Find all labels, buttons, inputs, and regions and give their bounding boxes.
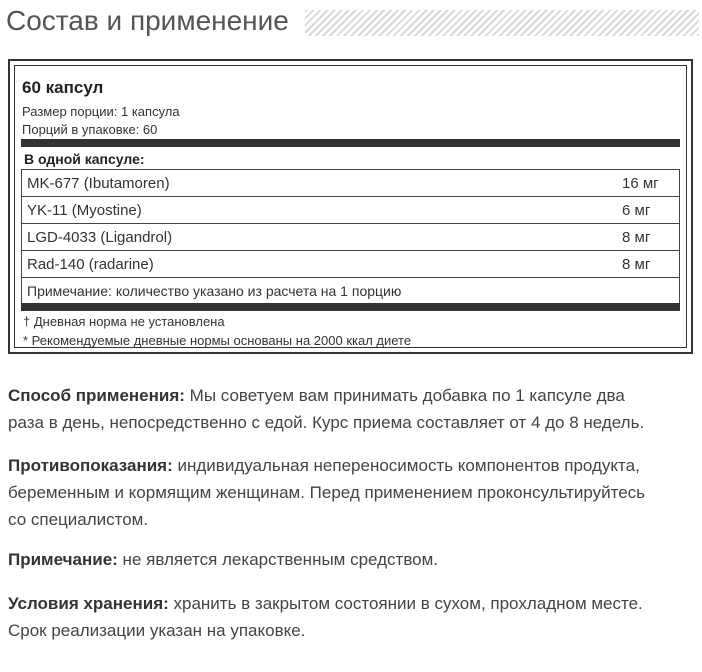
contra-text-1: индивидуальная непереносимость компонентов продукта, [172,456,640,475]
note-text: не является лекарственным средством. [117,550,439,569]
ingredient-amount: 8 мг [622,256,651,273]
supplement-facts-inner-border [14,65,687,348]
table-row [21,197,680,224]
supplement-facts-panel [8,59,693,354]
storage-paragraph [8,590,698,644]
ingredient-amount: 8 мг [622,229,651,246]
facts-title: 60 капсул [22,78,104,97]
header-hatch-decoration [305,10,699,36]
footnote-calorie-diet: * Рекомендуемые дневные нормы основаны на 2000 ккал диете [23,333,412,348]
per-capsule-heading: В одной капсуле: [24,151,145,167]
usage-paragraph [8,382,698,436]
ingredient-name: LGD-4033 (Ligandrol) [27,229,173,246]
usage-text-1: Мы советуем вам принимать добавка по 1 капсуле два [184,386,625,405]
serving-size: Размер порции: 1 капсула [22,104,180,119]
storage-text-2: Срок реализации указан на упаковке. [8,621,306,640]
ingredient-table [21,169,680,305]
section-title: Состав и применение [6,5,289,36]
storage-label: Условия хранения: [8,594,169,613]
table-row [21,170,680,197]
usage-label: Способ применения: [8,386,185,405]
note-label: Примечание: [8,550,118,569]
table-row [21,224,680,251]
contraindications-paragraph [8,452,698,533]
table-row [21,251,680,278]
contraindications-label: Противопоказания: [8,456,173,475]
usage-text-2: раза в день, непосредственно с едой. Курс приема составляет от 4 до 8 недель. [8,413,645,432]
contra-text-2: беременным и кормящим женщинам. Перед применением проконсультируйтесь [8,483,646,502]
servings-per-container: Порций в упаковке: 60 [22,122,158,137]
ingredient-amount: 16 мг [622,175,659,192]
storage-text-1: хранить в закрытом состоянии в сухом, прохладном месте. [168,594,643,613]
footnote-daily-value: † Дневная норма не установлена [23,314,225,329]
facts-divider-bottom [21,303,680,311]
facts-divider-top [21,139,680,147]
ingredient-name: MK-677 (Ibutamoren) [27,175,170,192]
ingredient-name: Rad-140 (radarine) [27,256,154,273]
ingredient-name: YK-11 (Myostine) [27,202,142,219]
portion-note: Примечание: количество указано из расчета на 1 порцию [27,283,402,299]
contra-text-3: со специалистом. [8,510,149,529]
table-row-note [21,278,680,305]
ingredient-amount: 6 мг [622,202,651,219]
note-paragraph [8,546,698,573]
section-header [6,0,702,40]
